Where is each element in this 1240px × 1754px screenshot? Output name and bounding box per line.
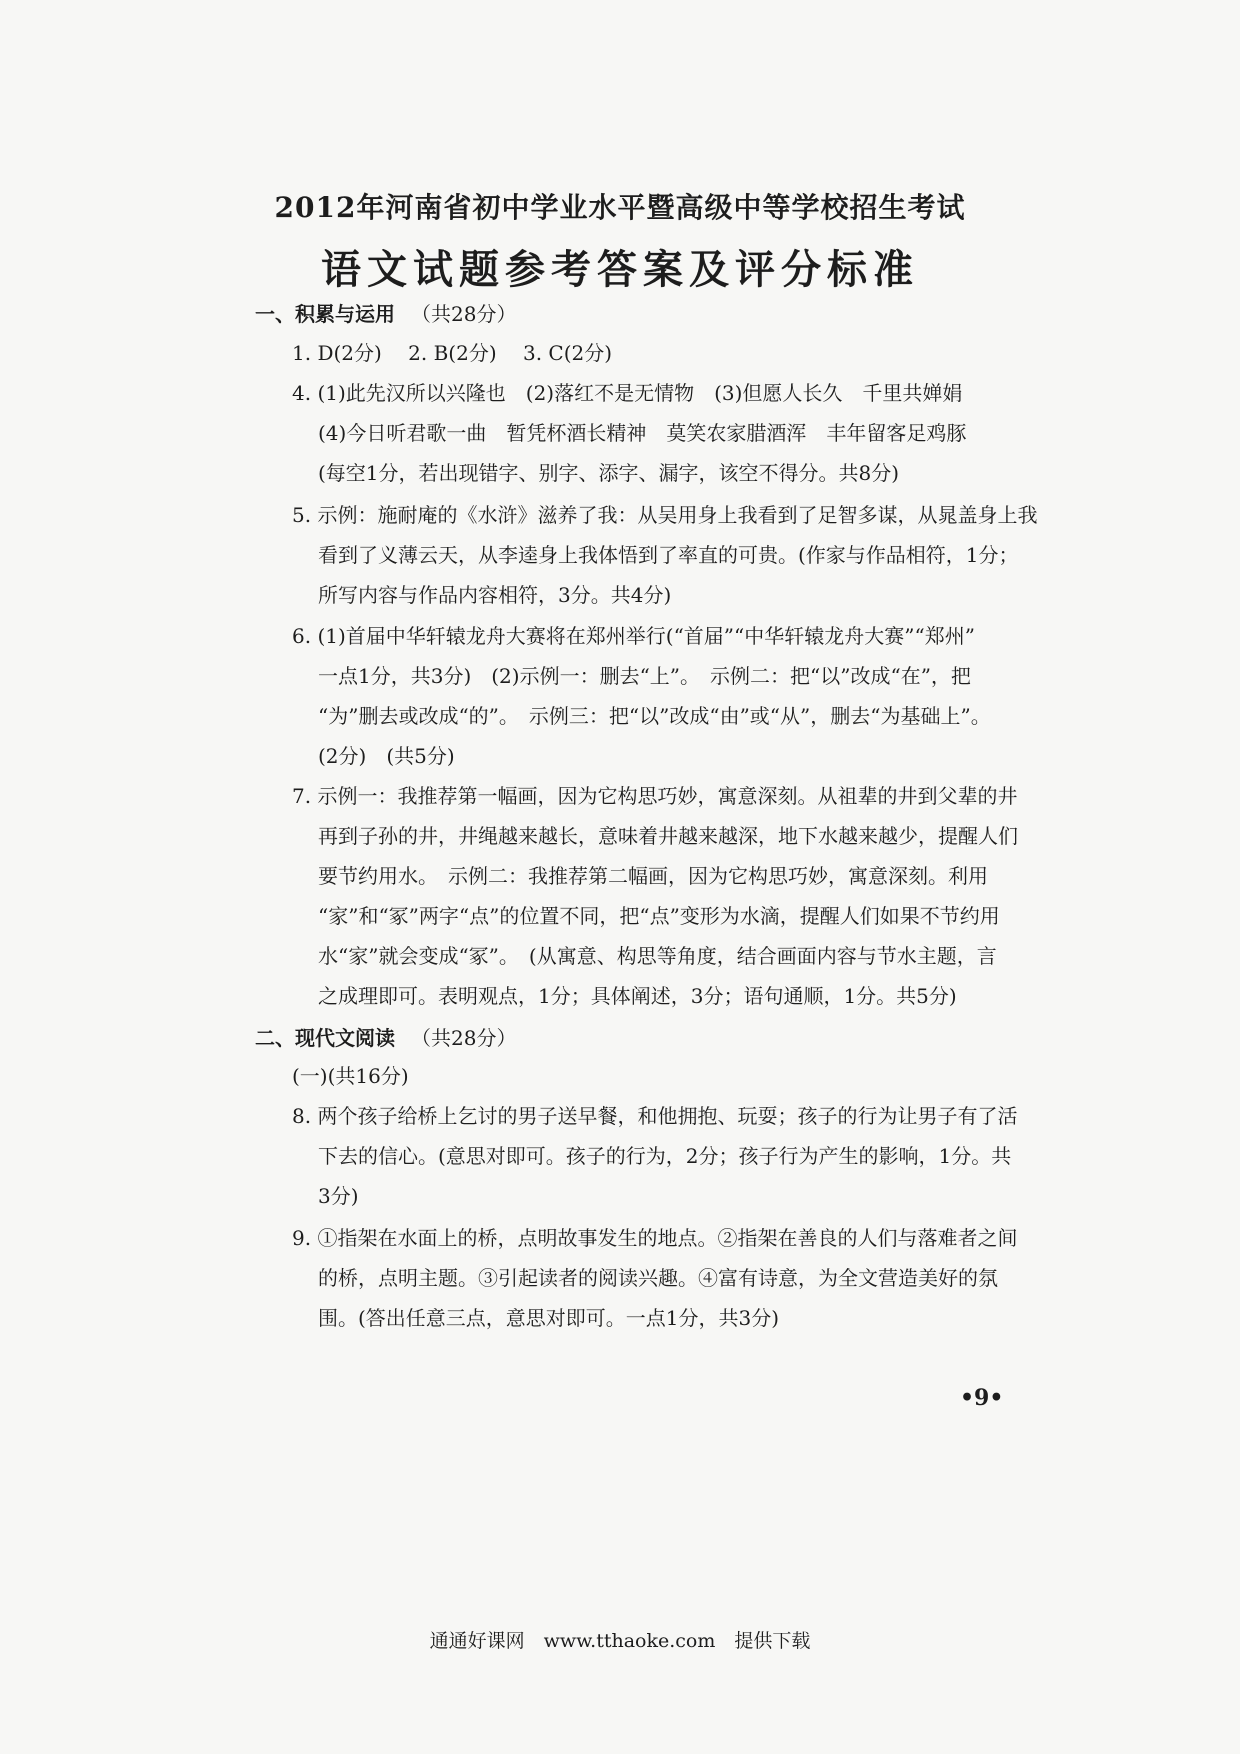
answer-line-18: 8. 两个孩子给桥上乞讨的男子送早餐，和他拥抱、玩耍；孩子的行为让男子有了活 [292,1104,1018,1128]
answer-line-14: 要节约用水。 示例二：我推荐第二幅画，因为它构思巧妙，寓意深刻。利用 [318,864,988,888]
answer-line-5: 5. 示例：施耐庵的《水浒》滋养了我：从吴用身上我看到了足智多谋，从晁盖身上我 [292,503,1038,527]
answer-line-7: 所写内容与作品内容相符，3分。共4分) [318,583,672,607]
answer-line-16: 水“家”就会变成“冢”。 (从寓意、构思等角度，结合画面内容与节水主题，言 [318,944,997,968]
answer-line-3: (4)今日听君歌一曲 暂凭杯酒长精神 莫笑农家腊酒浑 丰年留客足鸡豚 [318,421,967,445]
answer-line-20: 3分) [318,1184,359,1208]
answer-line-11: (2分) (共5分) [318,744,455,768]
answer-line-2: 4. (1)此先汉所以兴隆也 (2)落红不是无情物 (3)但愿人长久 千里共婵娟 [292,381,963,405]
answer-line-15: “家”和“冢”两字“点”的位置不同，把“点”变形为水滴，提醒人们如果不节约用 [318,904,1000,928]
answer-line-4: (每空1分，若出现错字、别字、添字、漏字，该空不得分。共8分) [318,461,900,485]
answer-line-22: 的桥，点明主题。③引起读者的阅读兴趣。④富有诗意，为全文营造美好的氛 [318,1266,998,1290]
answer-line-17: 之成理即可。表明观点，1分；具体阐述，3分；语句通顺，1分。共5分) [318,984,957,1008]
section-points: （共28分） [411,1026,517,1050]
section-heading-1 [255,298,516,327]
answer-line-9: 一点1分，共3分) (2)示例一：删去“上”。 示例二：把“以”改成“在”，把 [318,664,971,688]
section-heading-label: 一、积累与运用 [255,302,395,326]
footer-text: 通通好课网 www.tthaoke.com 提供下载 [429,1630,811,1652]
section-points: （共28分） [411,302,517,326]
section-heading-label: 二、现代文阅读 [255,1026,395,1050]
answer-line-12: 7. 示例一：我推荐第一幅画，因为它构思巧妙，寓意深刻。从祖辈的井到父辈的井 [292,784,1018,808]
answer-line-10: “为”删去或改成“的”。 示例三：把“以”改成“由”或“从”，删去“为基础上”。 [318,704,991,728]
answer-line-6: 看到了义薄云天，从李逵身上我体悟到了率直的可贵。(作家与作品相符，1分； [318,543,1019,567]
answer-line-19: 下去的信心。(意思对即可。孩子的行为，2分；孩子行为产生的影响，1分。共 [318,1144,1012,1168]
answer-line-8: 6. (1)首届中华轩辕龙舟大赛将在郑州举行(“首届”“中华轩辕龙舟大赛”“郑州” [292,624,975,648]
answer-line-21: 9. ①指架在水面上的桥，点明故事发生的地点。②指架在善良的人们与落难者之间 [292,1226,1018,1250]
answer-line-23: 围。(答出任意三点，意思对即可。一点1分，共3分) [318,1306,780,1330]
answer-line-1: 1. D(2分) 2. B(2分) 3. C(2分) [292,341,613,365]
subsection-heading: (一)(共16分) [292,1064,409,1088]
section-heading-2 [255,1022,516,1051]
answer-line-13: 再到子孙的井，井绳越来越长，意味着井越来越深，地下水越来越少，提醒人们 [318,824,1018,848]
document-subtitle: 语文试题参考答案及评分标准 [321,246,919,293]
page-number: •9• [960,1385,1004,1411]
document-title: 2012年河南省初中学业水平暨高级中等学校招生考试 [274,191,966,224]
